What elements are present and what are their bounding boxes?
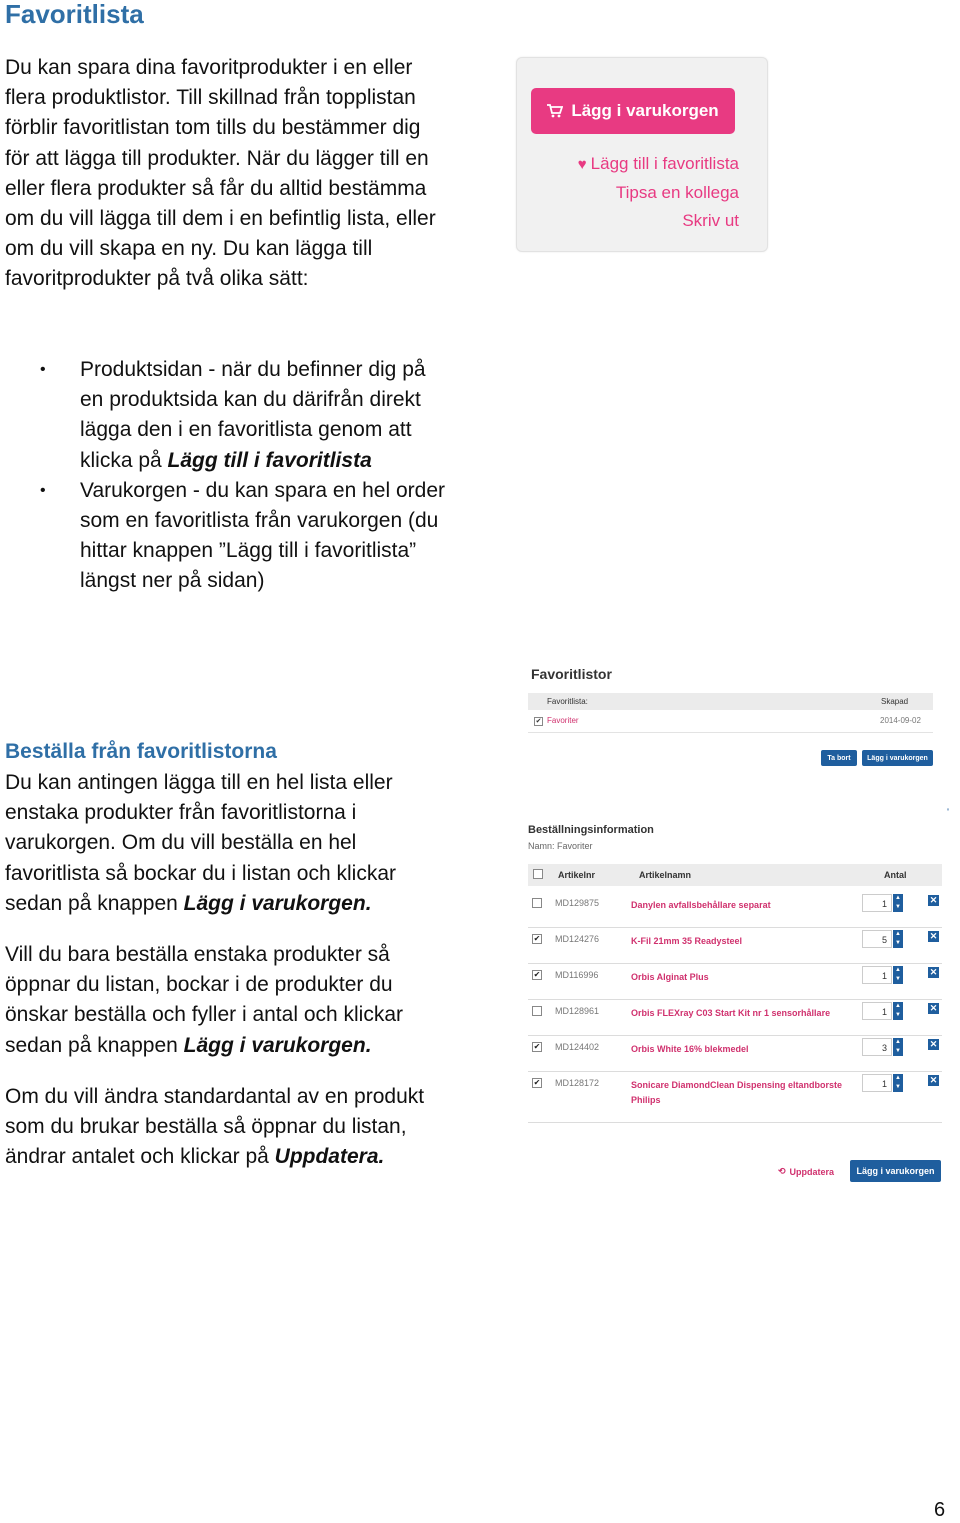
intro-text: Du kan spara dina favoritprodukter i en eller flera produktlistor. Till skillnad från topplistan förblir favoritlistan tom tills du bestämmer dig för att lägga till produkter. När du lägger till en eller flera produkter så får du alltid bestämma om du vill lägga till dem i en befintlig lista, eller om du vill skapa en ny. Du kan lägga till favoritprodukter på två olika sätt: <box>5 56 436 291</box>
order-paragraph-1 <box>5 768 445 919</box>
section-heading: Beställa från favoritlistorna <box>5 740 277 763</box>
row-checkbox[interactable] <box>532 898 542 908</box>
remove-button[interactable]: Ta bort <box>821 750 857 766</box>
article-number: MD124276 <box>555 934 600 944</box>
row-checkbox[interactable]: ✔ <box>533 1078 541 1087</box>
table-row <box>528 1000 942 1036</box>
remove-row-icon[interactable]: ✕ <box>929 1075 938 1085</box>
article-number: MD124402 <box>555 1042 600 1052</box>
corner-mark-icon: ˈ <box>946 806 950 820</box>
add-to-cart-label: Lägg i varukorgen <box>571 101 719 120</box>
bullet-list <box>0 355 450 597</box>
table-row <box>528 1072 942 1123</box>
favorite-lists-panel <box>528 660 938 770</box>
quantity-stepper[interactable]: ▲ ▼ <box>893 894 903 912</box>
quantity-stepper[interactable]: ▲ ▼ <box>893 1002 903 1020</box>
remove-row-icon[interactable]: ✕ <box>929 1003 938 1013</box>
column-header-article: Artikelnr <box>558 870 596 880</box>
article-number: MD116996 <box>555 970 599 980</box>
column-header-name: Artikelnamn <box>639 870 692 880</box>
print-link[interactable]: Skriv ut <box>682 211 739 230</box>
page-number: 6 <box>934 1499 946 1521</box>
bullet-icon: • <box>40 361 46 378</box>
list-name[interactable]: Favoriter <box>547 716 579 725</box>
add-selected-to-cart-button[interactable]: Lägg i varukorgen <box>850 1160 941 1182</box>
quantity-stepper[interactable]: ▲ ▼ <box>893 930 903 948</box>
article-name[interactable]: Orbis White 16% blekmedel <box>631 1044 749 1054</box>
row-checkbox[interactable]: ✔ <box>533 970 541 979</box>
add-list-to-cart-button[interactable]: Lägg i varukorgen <box>862 750 933 766</box>
bullet-text: Varukorgen - du kan spara en hel order som en favoritlista från varukorgen (du hittar knappen ”Lägg till i favoritlista” längst ner på sidan) <box>80 478 445 593</box>
add-to-cart-button[interactable] <box>531 88 735 134</box>
article-number: MD129875 <box>555 898 600 908</box>
order-paragraph-2 <box>5 940 445 1061</box>
heart-icon: ♥ <box>577 156 587 173</box>
table-row <box>528 928 942 964</box>
bullet-emphasis: Lägg till i favoritlista <box>167 448 372 472</box>
list-item <box>0 355 450 476</box>
order-table-header <box>528 864 942 886</box>
paragraph-text: Du kan antingen lägga till en hel lista eller enstaka produkter från favoritlistorna i varukorgen. Om du vill beställa en hel favoritlista så bockar du i listan och klickar sedan på knappen <box>5 771 396 915</box>
list-item <box>0 476 450 597</box>
remove-row-icon[interactable]: ✕ <box>929 1039 938 1049</box>
table-row <box>528 892 942 928</box>
row-checkbox[interactable]: ✔ <box>533 1042 541 1051</box>
add-to-favorites-link[interactable] <box>578 154 739 174</box>
favorite-lists-title: Favoritlistor <box>531 666 612 682</box>
list-created: 2014-09-02 <box>880 716 921 725</box>
row-checkbox[interactable]: ✔ <box>533 934 541 943</box>
article-name[interactable]: Sonicare DiamondClean Dispensing eltandborste Philips <box>631 1080 843 1105</box>
order-paragraph-3 <box>5 1082 445 1173</box>
bullet-icon: • <box>40 481 46 499</box>
order-info-title: Beställningsinformation <box>528 824 654 836</box>
table-row <box>528 964 942 1000</box>
quantity-stepper[interactable]: ▲ ▼ <box>893 1038 903 1056</box>
add-to-favorites-label: Lägg till i favoritlista <box>590 154 739 173</box>
quantity-stepper[interactable]: ▲ ▼ <box>893 966 903 984</box>
quantity-input[interactable]: 3 <box>862 1038 892 1056</box>
article-name[interactable]: Orbis Alginat Plus <box>631 972 709 982</box>
bullet-text: Produktsidan - när du befinner dig på en produktsida kan du därifrån direkt lägga den i en favoritlista genom att klicka på <box>80 358 426 472</box>
row-checkbox[interactable] <box>532 1006 542 1016</box>
select-all-checkbox[interactable] <box>533 869 543 879</box>
paragraph-emphasis: Lägg i varukorgen. <box>183 891 372 915</box>
update-label: Uppdatera <box>789 1166 835 1177</box>
column-header-created: Skapad <box>881 697 909 706</box>
article-number: MD128961 <box>555 1006 600 1016</box>
table-row <box>528 1036 942 1072</box>
article-name[interactable]: Orbis FLEXray C03 Start Kit nr 1 sensorhållare <box>631 1008 831 1018</box>
paragraph-text: Vill du bara beställa enstaka produkter så öppnar du listan, bockar i de produkter du önskar beställa och fyller i antal och klickar sedan på knappen <box>5 943 404 1057</box>
article-name[interactable]: Danylen avfallsbehållare separat <box>631 900 771 910</box>
quantity-stepper[interactable]: ▲ ▼ <box>893 1074 903 1092</box>
table-row[interactable] <box>528 712 933 733</box>
product-action-panel <box>516 57 768 252</box>
remove-row-icon[interactable]: ✕ <box>929 931 938 941</box>
quantity-input[interactable]: 1 <box>862 1002 892 1020</box>
intro-paragraph <box>5 53 445 295</box>
remove-row-icon[interactable]: ✕ <box>929 895 938 905</box>
row-checkbox[interactable]: ✔ <box>535 718 542 725</box>
column-header-name: Favoritlista: <box>547 697 588 706</box>
order-info-panel <box>526 820 946 1190</box>
tip-colleague-link[interactable]: Tipsa en kollega <box>615 183 739 202</box>
cart-icon <box>547 104 563 118</box>
quantity-input[interactable]: 1 <box>862 894 892 912</box>
paragraph-emphasis: Uppdatera. <box>274 1145 385 1169</box>
article-name[interactable]: K-Fil 21mm 35 Readysteel <box>631 936 743 946</box>
paragraph-text: Om du vill ändra standardantal av en produkt som du brukar beställa så öppnar du listan, ändrar antalet och klickar på <box>5 1085 425 1169</box>
remove-row-icon[interactable]: ✕ <box>929 967 938 977</box>
quantity-input[interactable]: 1 <box>862 1074 892 1092</box>
update-link[interactable] <box>778 1166 834 1177</box>
page-title: Favoritlista <box>5 0 144 29</box>
order-info-name: Namn: Favoriter <box>528 841 593 851</box>
quantity-input[interactable]: 1 <box>862 966 892 984</box>
refresh-icon: ⟲ <box>778 1166 786 1176</box>
column-header-qty: Antal <box>884 870 907 880</box>
quantity-input[interactable]: 5 <box>862 930 892 948</box>
paragraph-emphasis: Lägg i varukorgen. <box>183 1033 372 1057</box>
favorite-lists-header <box>528 693 933 710</box>
article-number: MD128172 <box>555 1078 600 1088</box>
